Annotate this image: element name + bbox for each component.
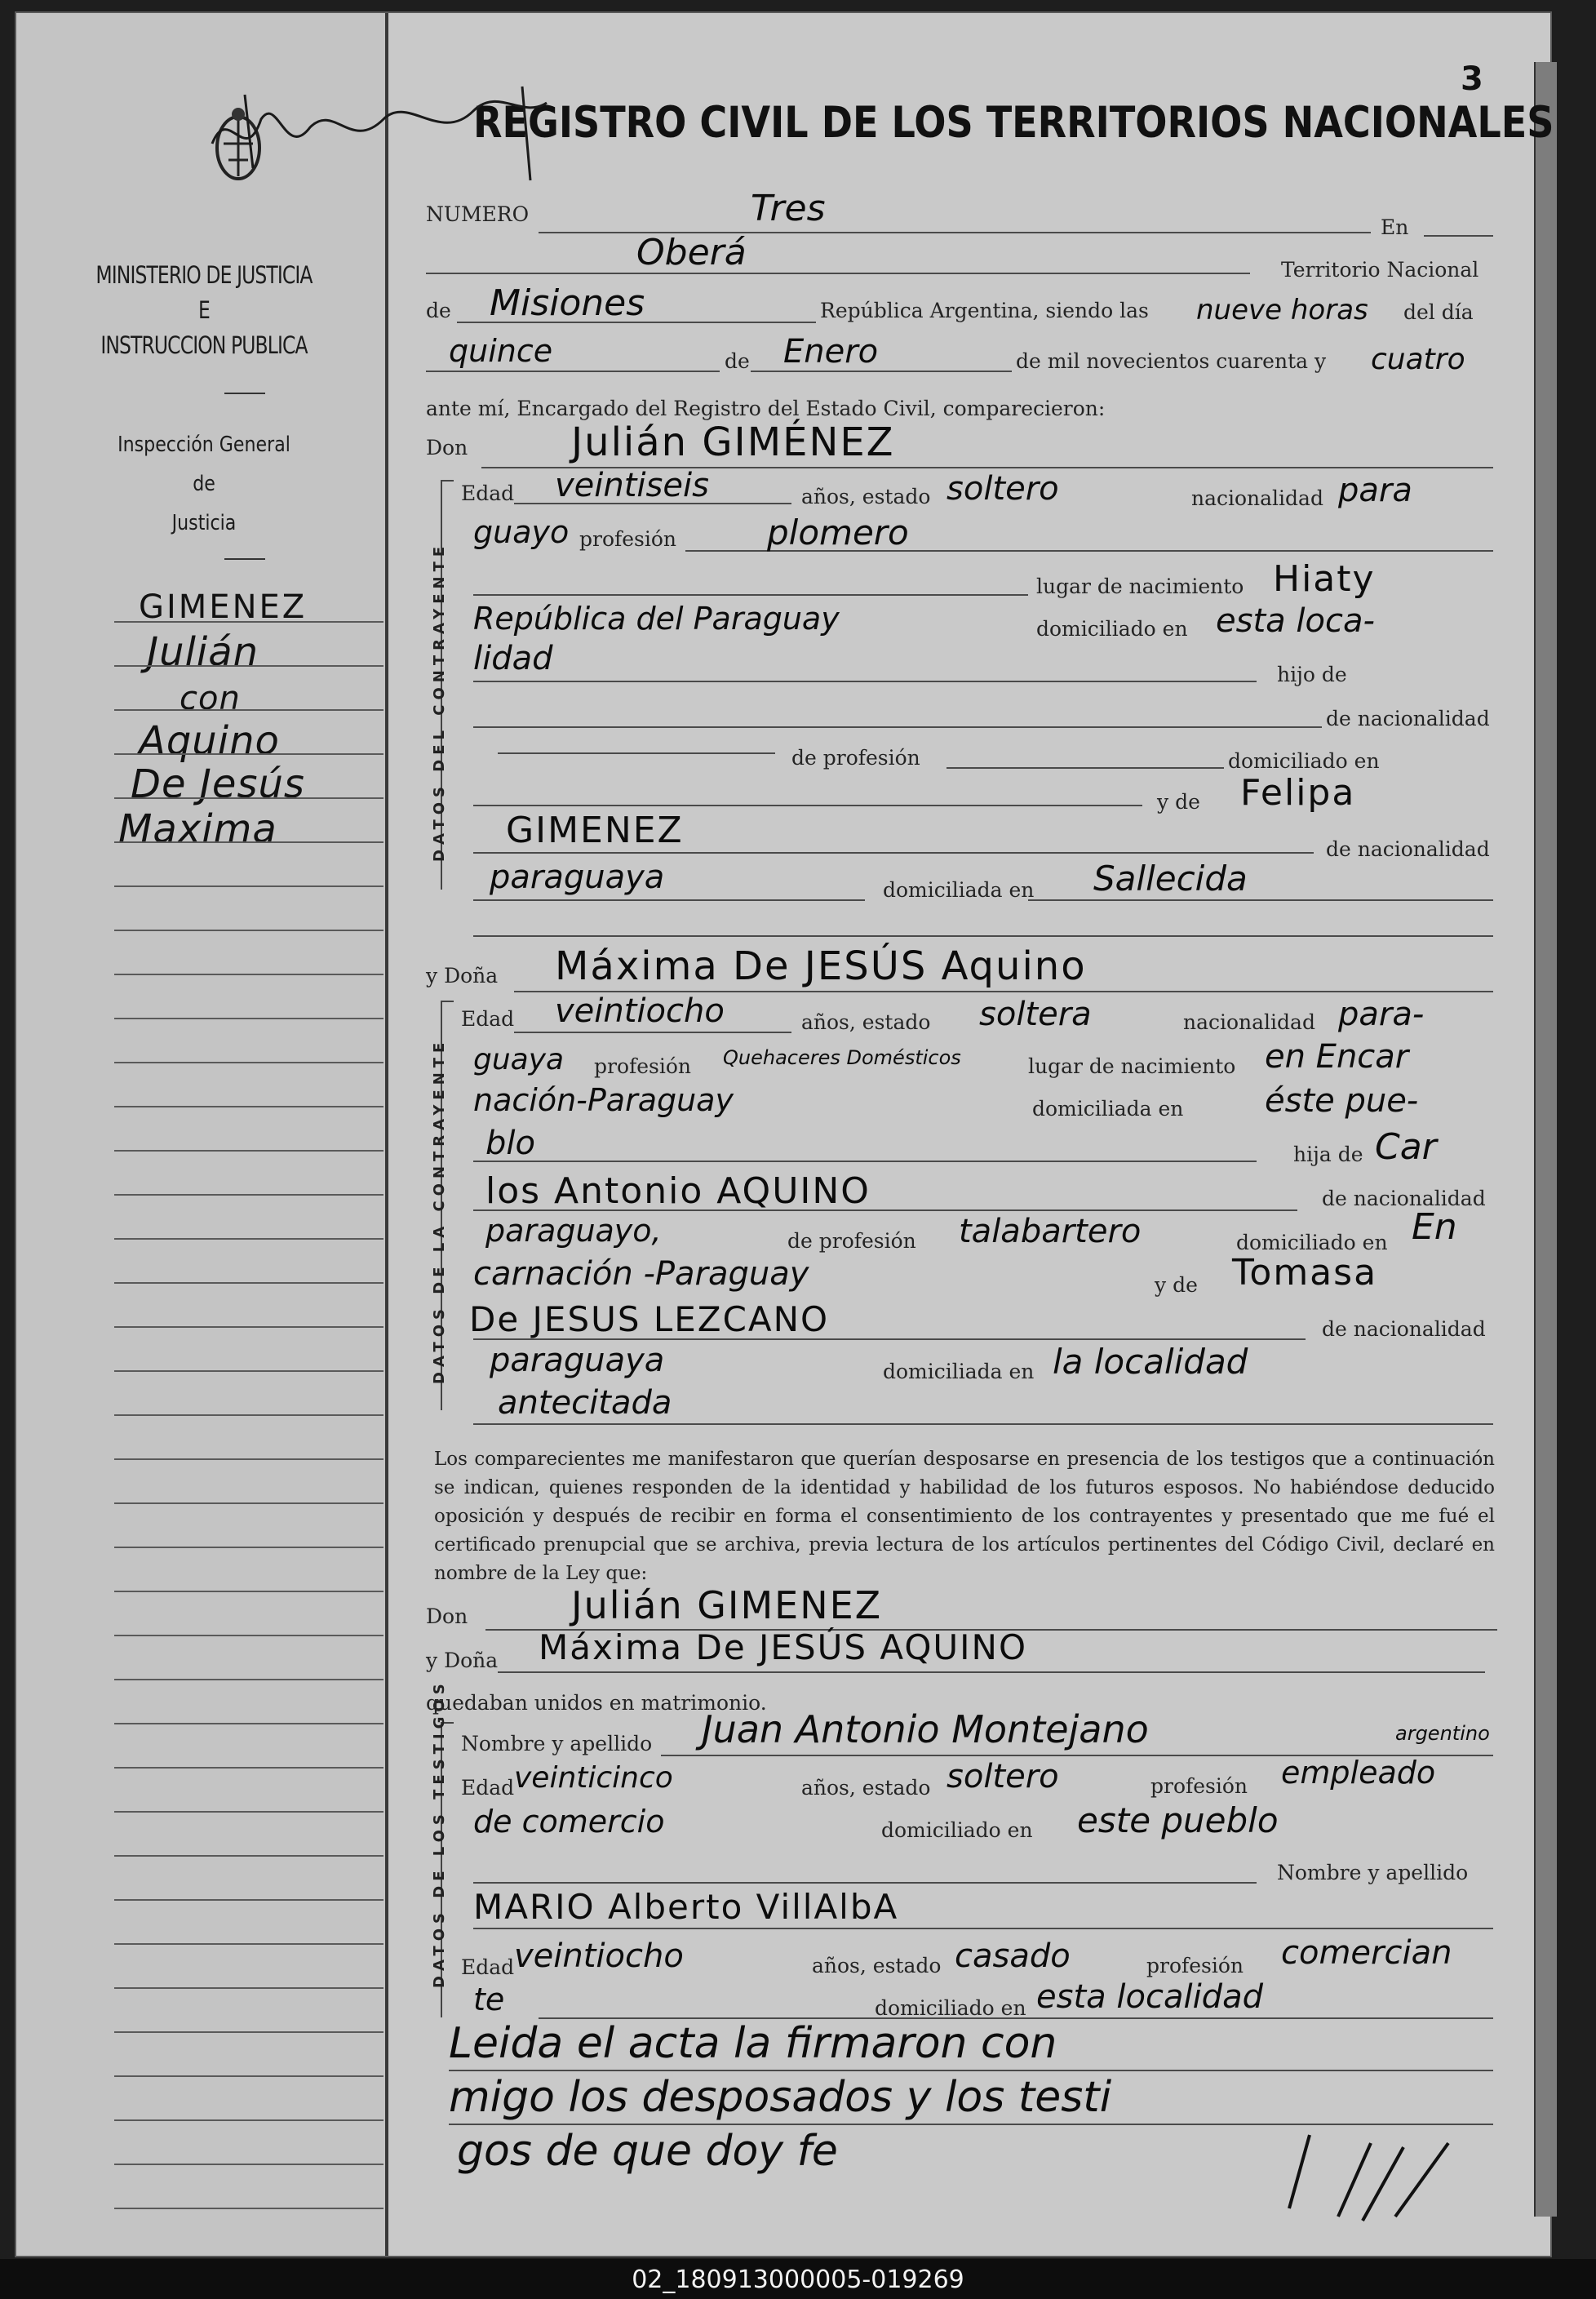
margin-rule — [114, 1282, 383, 1284]
padre-line — [473, 1209, 1297, 1211]
territorio-label: Territorio Nacional — [1281, 258, 1479, 282]
groom-name: Julián GIMÉNEZ — [571, 419, 895, 465]
margin-bride-surname2: De Jesús — [131, 761, 305, 807]
hora-value: nueve horas — [1196, 294, 1368, 326]
bride-domicilio-2: blo — [485, 1125, 535, 1162]
bride-padre-dom-1: En — [1412, 1206, 1457, 1248]
union-groom: Julián GIMENEZ — [571, 1583, 883, 1627]
bride-nacionalidad-1: para- — [1338, 996, 1425, 1033]
margin-rule — [114, 1458, 383, 1460]
territorio-value: Misiones — [490, 282, 645, 324]
locality-value: Oberá — [636, 232, 747, 273]
bride-madre-1: Tomasa — [1232, 1252, 1378, 1294]
groom-estado: soltero — [947, 470, 1059, 508]
groom-lugar-2: República del Paraguay — [473, 601, 840, 637]
dona-label: y Doña — [426, 1649, 499, 1672]
don-label: Don — [426, 436, 468, 459]
groom-madre-dom: Sallecida — [1093, 859, 1248, 899]
edad-label: Edad — [461, 482, 515, 505]
divider — [224, 558, 265, 560]
madre-dom-line — [1028, 899, 1493, 901]
margin-rule — [114, 621, 383, 623]
de-profesion-label: de profesión — [791, 746, 920, 770]
republica-label: República Argentina, siendo las — [820, 299, 1149, 322]
domiciliada-label: domiciliada en — [883, 1360, 1035, 1383]
page-title: REGISTRO CIVIL DE LOS TERRITORIOS NACIONALES — [473, 98, 1554, 148]
margin-rule — [114, 1326, 383, 1328]
bride-nacionalidad-2: guaya — [473, 1043, 565, 1076]
closing-line-2: migo los desposados y los testi — [449, 2073, 1112, 2122]
margin-rule — [114, 1723, 383, 1724]
mes-value: Enero — [783, 333, 879, 371]
madre-nac-line — [473, 899, 865, 901]
domiciliado-label: domiciliado en — [1228, 749, 1380, 773]
margin-rule — [114, 1943, 383, 1945]
domicilio-label: domiciliado en — [1036, 617, 1188, 641]
nacionalidad-label: nacionalidad — [1183, 1010, 1315, 1034]
witness1-nacionalidad: argentino — [1395, 1722, 1490, 1745]
margin-rule — [114, 974, 383, 975]
y-de-label: y de — [1155, 1273, 1198, 1297]
padre-prof-line — [947, 767, 1224, 769]
edad-label: Edad — [461, 1776, 515, 1800]
margin-rule — [114, 1679, 383, 1680]
blank-line — [473, 935, 1493, 937]
blank-line — [473, 594, 1028, 596]
bride-madre-nac: paraguaya — [490, 1342, 665, 1379]
estado-label: años, estado — [801, 485, 931, 508]
witness1-name: Juan Antonio Montejano — [702, 1707, 1149, 1751]
estado-label: años, estado — [801, 1010, 931, 1034]
witness1-domicilio: este pueblo — [1077, 1800, 1279, 1840]
en-line — [1424, 235, 1493, 237]
profesion-label: profesión — [594, 1054, 692, 1078]
groom-madre-1: Felipa — [1240, 772, 1356, 814]
de-nacionalidad-label: de nacionalidad — [1326, 707, 1490, 730]
margin-rule — [114, 2119, 383, 2121]
dia-line — [426, 371, 720, 372]
closing-line-3: gos de que doy fe — [457, 2127, 838, 2176]
margin-rule — [114, 1018, 383, 1019]
lugar-label: lugar de nacimiento — [1028, 1054, 1236, 1078]
groom-domicilio-1: esta loca- — [1216, 602, 1375, 640]
margin-rule — [114, 797, 383, 799]
edad-line — [514, 1032, 791, 1033]
blank-line — [473, 1423, 1493, 1425]
margin-column — [16, 13, 388, 2256]
groom-profesion: plomero — [767, 513, 909, 553]
groom-side-label: DATOS DEL CONTRAYENTE — [431, 541, 448, 862]
domiciliado-label: domiciliado en — [1236, 1231, 1388, 1254]
closing-strokes — [1273, 2119, 1461, 2225]
estado-label: años, estado — [801, 1776, 931, 1800]
margin-bride-surname: Aquino — [139, 718, 280, 764]
declaration-text: Los comparecientes me manifestaron que querían desposarse en presencia de los testigos que a continuación se indican, quienes responden de la identidad y habilidad de los futuros esposos. No habiéndose deducido oposición y después de recibir en forma el consentimiento de los contrayentes y presentado que me fué el certificado prenupcial que se archiva, previa lectura de los artículos pertinentes del Código Civil, declaré en nombre de la Ley que: — [434, 1449, 1495, 1584]
margin-rule — [114, 1547, 383, 1548]
margin-rule — [114, 885, 383, 887]
profesion-label: profesión — [1150, 1774, 1248, 1798]
witness1-profesion-1: empleado — [1281, 1755, 1436, 1791]
margin-bride-name: Maxima — [118, 806, 277, 852]
bride-profesion: Quehaceres Domésticos — [723, 1046, 961, 1069]
domiciliada-label: domiciliada en — [883, 878, 1035, 902]
dona-label: y Doña — [426, 964, 499, 988]
union-bride-line — [498, 1671, 1485, 1673]
y-de-label: y de — [1157, 790, 1200, 814]
margin-rule — [114, 1987, 383, 1989]
madre-line — [473, 852, 1314, 854]
bride-padre-prof: talabartero — [959, 1213, 1142, 1250]
groom-edad: veintiseis — [555, 467, 709, 504]
witness2-estado: casado — [955, 1937, 1071, 1975]
witness-side-label: DATOS DE LOS TESTIGOS — [431, 1679, 448, 1988]
groom-lugar-1: Hiaty — [1273, 558, 1376, 600]
bride-edad: veintiocho — [555, 992, 725, 1030]
groom-domicilio-2: lidad — [473, 640, 553, 677]
domicilio-label: domiciliado en — [875, 1996, 1026, 2020]
margin-groom-surname: GIMENEZ — [139, 588, 308, 626]
bride-estado: soltera — [979, 996, 1092, 1033]
bride-padre-1: Car — [1375, 1126, 1437, 1168]
bride-domicilio-1: éste pue- — [1265, 1082, 1419, 1120]
margin-rule — [114, 2075, 383, 2077]
margin-rule — [114, 1150, 383, 1152]
de-profesion-label: de profesión — [787, 1229, 916, 1253]
edad-label: Edad — [461, 1007, 515, 1031]
margin-rule — [114, 2031, 383, 2033]
de2-label: de — [725, 349, 750, 373]
bride-madre-dom-1: la localidad — [1053, 1342, 1248, 1382]
union-bride: Máxima De JESÚS AQUINO — [539, 1627, 1028, 1667]
estado-label: años, estado — [812, 1954, 942, 1977]
witness1-estado: soltero — [947, 1758, 1059, 1795]
unidos-label: quedaban unidos en matrimonio. — [426, 1691, 767, 1715]
domicilio-label: domiciliada en — [1032, 1097, 1184, 1121]
margin-rule — [114, 841, 383, 843]
de-nacionalidad-label: de nacionalidad — [1326, 837, 1490, 861]
margin-rule — [114, 753, 383, 755]
footer-bar — [0, 2259, 1596, 2299]
bride-name: Máxima De JESÚS Aquino — [555, 943, 1087, 989]
nacionalidad-label: nacionalidad — [1191, 486, 1323, 510]
margin-rule — [114, 2208, 383, 2209]
closing-line-1: Leida el acta la firmaron con — [449, 2019, 1057, 2068]
margin-rule — [114, 1238, 383, 1240]
ministry-name — [64, 258, 344, 363]
anio-label: de mil novecientos cuarenta y — [1016, 349, 1327, 373]
groom-madre-nac: paraguaya — [490, 859, 665, 896]
de-nacionalidad-label: de nacionalidad — [1322, 1317, 1486, 1341]
bride-padre-dom-2: carnación -Paraguay — [473, 1255, 809, 1293]
signature-scrawl — [196, 70, 555, 184]
margin-rule — [114, 1899, 383, 1901]
margin-con: con — [180, 680, 241, 717]
witness2-profesion-2: te — [473, 1982, 505, 2017]
bride-padre-2: los Antonio AQUINO — [485, 1170, 871, 1212]
witness2-profesion-1: comercian — [1281, 1934, 1452, 1972]
witness2-name-line — [473, 1928, 1493, 1929]
divider — [224, 393, 265, 394]
margin-rule — [114, 2164, 383, 2165]
margin-rule — [114, 1855, 383, 1857]
witness1-edad: veinticinco — [514, 1761, 673, 1795]
nombre-label: Nombre y apellido — [461, 1732, 653, 1755]
numero-value: Tres — [751, 188, 826, 229]
padre-nac-line — [498, 752, 775, 754]
del-dia-label: del día — [1403, 300, 1474, 324]
closing-rule — [449, 2070, 1493, 2071]
inspection-line: Justicia — [171, 511, 237, 535]
margin-rule — [114, 709, 383, 711]
hijo-label: hijo de — [1277, 663, 1347, 686]
nombre-label: Nombre y apellido — [1277, 1861, 1469, 1884]
hija-line — [473, 1161, 1257, 1162]
inspection-name — [73, 425, 336, 543]
padre-dom-line — [473, 805, 1142, 806]
domicilio-label: domiciliado en — [881, 1818, 1033, 1842]
de-label: de — [426, 299, 451, 322]
margin-rule — [114, 1635, 383, 1636]
witness2-edad: veintiocho — [514, 1937, 684, 1975]
inspection-line: de — [193, 472, 215, 496]
witness1-profesion-2: de comercio — [473, 1804, 665, 1840]
inspection-line: Inspección General — [117, 433, 290, 457]
ministry-line: MINISTERIO DE JUSTICIA — [95, 261, 313, 289]
profesion-label: profesión — [579, 527, 677, 551]
margin-rule — [114, 1062, 383, 1063]
margin-rule — [114, 1370, 383, 1372]
bride-madre-dom-2: antecitada — [498, 1384, 672, 1422]
profesion-label: profesión — [1146, 1954, 1244, 1977]
madre-line — [473, 1338, 1306, 1340]
bride-lugar-2: nación-Paraguay — [473, 1082, 734, 1118]
margin-rule — [114, 665, 383, 667]
witness2-name: MARIO Alberto VillAlbA — [473, 1887, 899, 1927]
margin-rule — [114, 1106, 383, 1107]
anio-value: cuatro — [1371, 343, 1465, 376]
margin-rule — [114, 1502, 383, 1504]
witness2-domicilio: esta localidad — [1036, 1978, 1263, 2016]
bride-lugar-1: en Encar — [1265, 1038, 1409, 1076]
en-label: En — [1381, 215, 1409, 239]
bride-side-label: DATOS DE LA CONTRAYENTE — [431, 1037, 448, 1384]
ministry-line: E — [198, 296, 210, 324]
ministry-line: INSTRUCCION PUBLICA — [100, 331, 308, 359]
register-page — [15, 11, 1552, 2257]
edad-label: Edad — [461, 1955, 515, 1979]
margin-rule — [114, 1414, 383, 1416]
blank-line — [473, 1882, 1257, 1884]
margin-rule — [114, 1767, 383, 1769]
padre-line — [473, 726, 1322, 728]
page-number: 3 — [1461, 60, 1483, 98]
margin-rule — [114, 1194, 383, 1196]
numero-label: NUMERO — [426, 202, 530, 226]
de-nacionalidad-label: de nacionalidad — [1322, 1187, 1486, 1210]
bride-padre-nac: paraguayo, — [485, 1213, 662, 1249]
binding-edge — [1534, 62, 1557, 2217]
hija-label: hija de — [1293, 1143, 1363, 1166]
lugar-label: lugar de nacimiento — [1036, 575, 1244, 598]
bride-madre-2: De JESUS LEZCANO — [469, 1299, 830, 1339]
groom-nacionalidad-1: para — [1338, 472, 1412, 509]
margin-rule — [114, 1591, 383, 1592]
margin-rule — [114, 1811, 383, 1813]
margin-groom-name: Julián — [147, 629, 259, 675]
mes-line — [751, 371, 1012, 372]
groom-nacionalidad-2: guayo — [473, 514, 570, 550]
margin-rule — [114, 930, 383, 931]
ante-label: ante mí, Encargado del Registro del Estado Civil, comparecieron: — [426, 397, 1106, 420]
groom-madre-2: GIMENEZ — [506, 810, 684, 851]
footer-id: 02_180913000005-019269 — [632, 2266, 964, 2294]
hijo-line — [473, 681, 1257, 682]
locality-line — [426, 273, 1250, 274]
don-label: Don — [426, 1604, 468, 1628]
dia-value: quince — [449, 333, 553, 369]
